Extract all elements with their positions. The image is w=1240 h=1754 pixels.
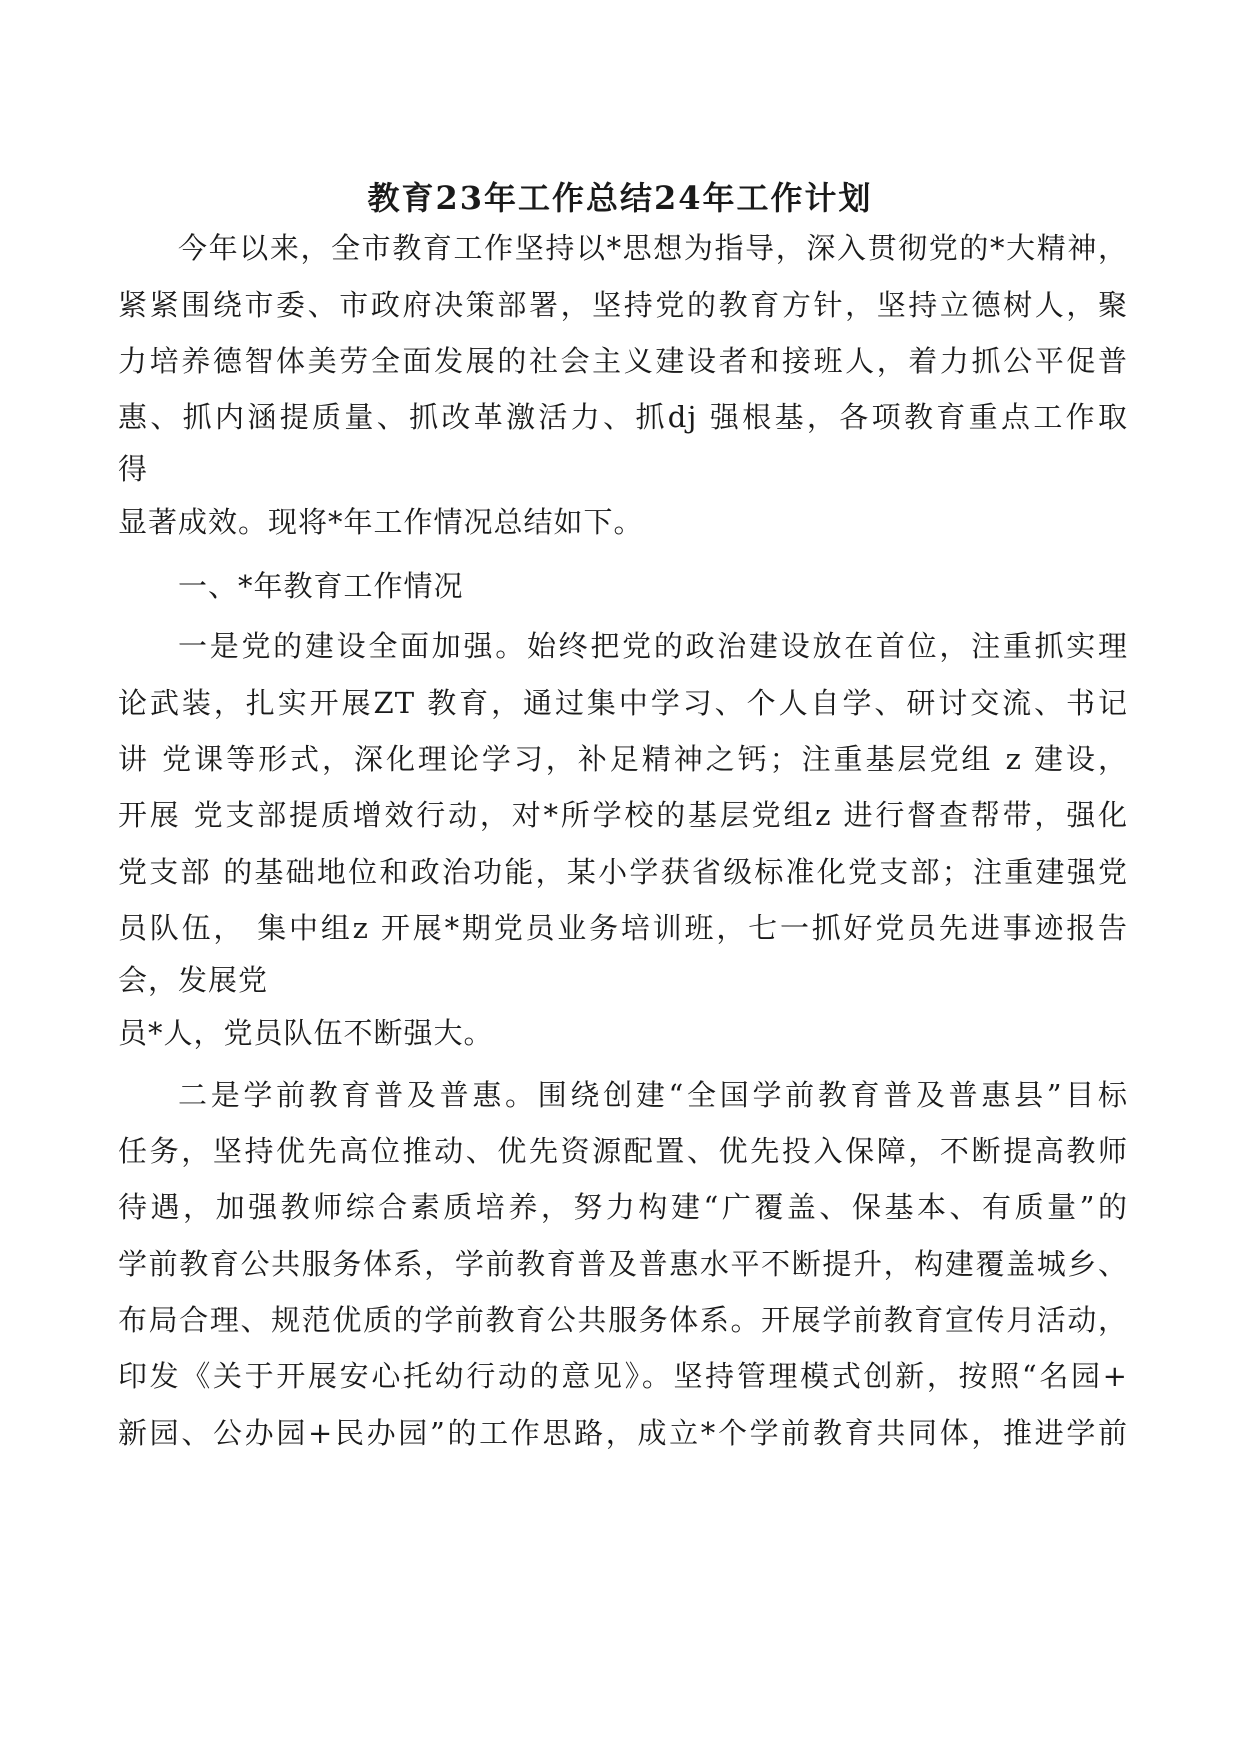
paragraph-4-line-4: 学前教育公共服务体系，学前教育普及普惠水平不断提升，构建覆盖城乡、 (118, 1247, 1128, 1281)
paragraph-1-line-3: 力培养德智体美劳全面发展的社会主义建设者和接班人，着力抓公平促普 (118, 344, 1128, 378)
paragraph-4-line-1: 二是学前教育普及普惠。围绕创建“全国学前教育普及普惠县”目标 (178, 1078, 1128, 1112)
paragraph-1-line-6: 显著成效。现将*年工作情况总结如下。 (118, 505, 644, 539)
paragraph-4-line-2: 任务，坚持优先高位推动、优先资源配置、优先投入保障，不断提高教师 (118, 1134, 1128, 1168)
section-heading-1: 一、*年教育工作情况 (178, 569, 464, 603)
paragraph-3-line-5: 党支部 的基础地位和政治功能，某小学获省级标准化党支部；注重建强党 (118, 855, 1128, 889)
paragraph-3-line-2: 论武装，扎实开展ZT 教育，通过集中学习、个人自学、研讨交流、书记 (118, 686, 1128, 720)
paragraph-1-line-1: 今年以来，全市教育工作坚持以*思想为指导，深入贯彻党的*大精神， (178, 231, 1128, 265)
paragraph-3-line-1: 一是党的建设全面加强。始终把党的政治建设放在首位，注重抓实理 (178, 629, 1128, 663)
paragraph-4-line-6: 印发《关于开展安心托幼行动的意见》。坚持管理模式创新，按照“名园+ (118, 1359, 1128, 1393)
paragraph-1-line-5: 得 (118, 452, 149, 486)
paragraph-1-line-4: 惠、抓内涵提质量、抓改革激活力、抓dj 强根基，各项教育重点工作取 (118, 400, 1128, 434)
paragraph-3-line-7: 会，发展党 (118, 963, 269, 997)
paragraph-4-line-5: 布局合理、规范优质的学前教育公共服务体系。开展学前教育宣传月活动， (118, 1303, 1128, 1337)
document-title: 教育23年工作总结24年工作计划 (367, 179, 873, 217)
paragraph-1-line-2: 紧紧围绕市委、市政府决策部署，坚持党的教育方针，坚持立德树人，聚 (118, 288, 1128, 322)
paragraph-3-line-8: 员*人，党员队伍不断强大。 (118, 1016, 494, 1050)
paragraph-3-line-4: 开展 党支部提质增效行动，对*所学校的基层党组z 进行督查帮带，强化 (118, 798, 1128, 832)
paragraph-3-line-6: 员队伍， 集中组z 开展*期党员业务培训班，七一抓好党员先进事迹报告 (118, 911, 1128, 945)
paragraph-4-line-7: 新园、公办园+民办园”的工作思路，成立*个学前教育共同体，推进学前 (118, 1416, 1128, 1450)
paragraph-3-line-3: 讲 党课等形式，深化理论学习，补足精神之钙；注重基层党组 z 建设， (118, 742, 1128, 776)
paragraph-4-line-3: 待遇，加强教师综合素质培养，努力构建“广覆盖、保基本、有质量”的 (118, 1190, 1128, 1224)
